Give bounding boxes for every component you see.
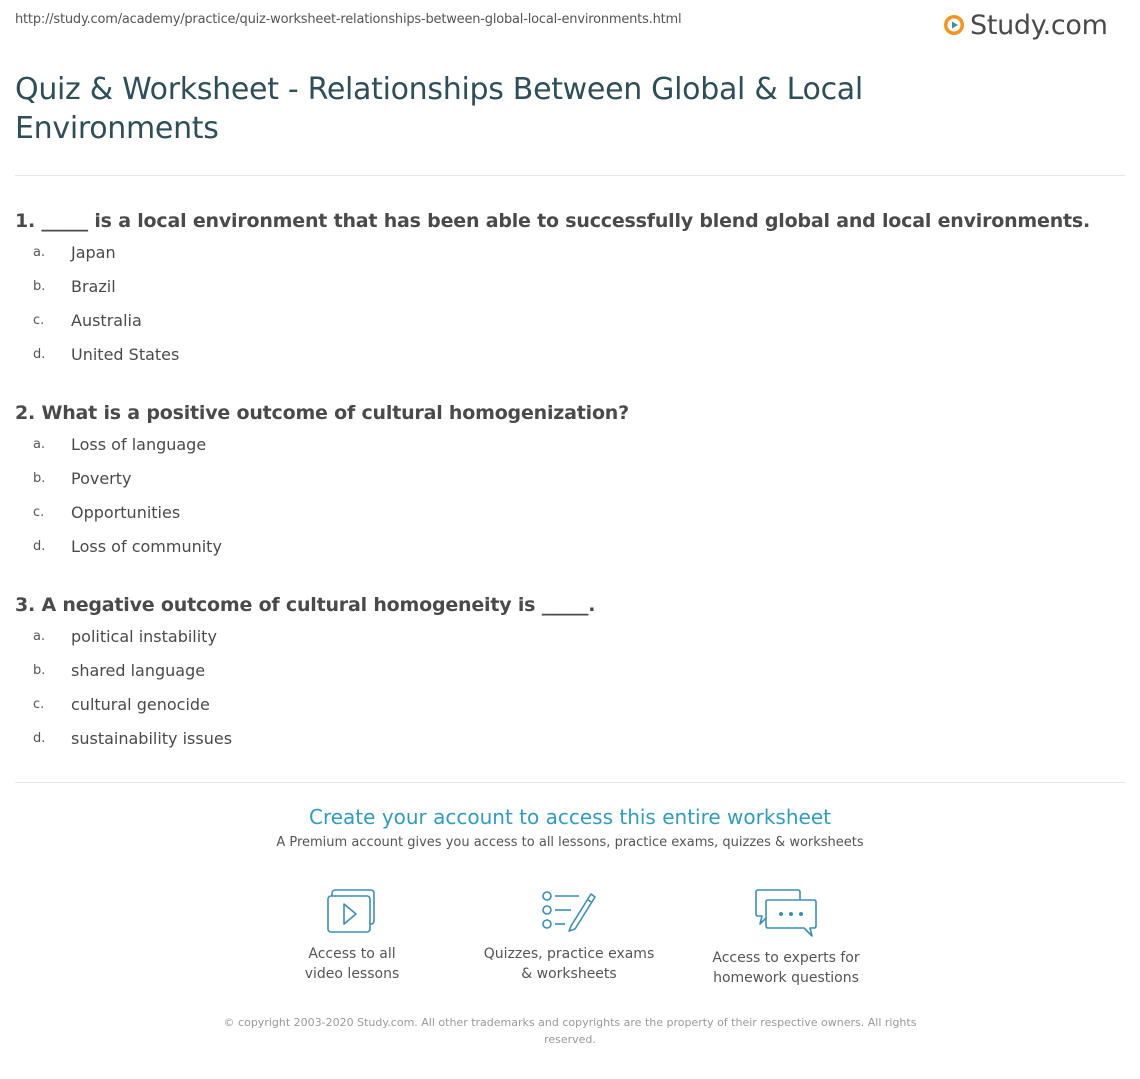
premium-cta bbox=[0, 802, 1140, 854]
answer-option bbox=[15, 654, 1125, 688]
answer-text: sustainability issues bbox=[71, 729, 233, 748]
answer-text: Loss of community bbox=[71, 537, 222, 556]
answer-option bbox=[15, 270, 1125, 304]
logo-text: Study.com bbox=[970, 9, 1108, 41]
cta-subheading: A Premium account gives you access to all lessons, practice exams, quizzes & worksheets bbox=[276, 835, 864, 850]
answer-option bbox=[15, 496, 1125, 530]
question-text: 3. A negative outcome of cultural homogeneity is _____. bbox=[15, 594, 596, 616]
feature-quizzes bbox=[459, 888, 679, 984]
answer-letter: c. bbox=[33, 313, 45, 328]
answer-letter: b. bbox=[33, 471, 46, 486]
answer-option bbox=[15, 462, 1125, 496]
answer-option bbox=[15, 428, 1125, 462]
answer-letter: c. bbox=[33, 505, 45, 520]
feature-label: Access to all video lessons bbox=[304, 946, 400, 982]
question-2 bbox=[15, 398, 1125, 564]
answer-option bbox=[15, 722, 1125, 756]
answer-letter: a. bbox=[33, 437, 46, 452]
answer-option bbox=[15, 620, 1125, 654]
answer-option bbox=[15, 338, 1125, 372]
answer-letter: b. bbox=[33, 279, 46, 294]
page-title: Quiz & Worksheet - Relationships Between Global & Local Environments bbox=[15, 72, 863, 146]
quiz-checklist-icon bbox=[541, 888, 597, 934]
answer-option bbox=[15, 688, 1125, 722]
question-text: 1. _____ is a local environment that has been able to successfully blend global and local environments. bbox=[15, 210, 1091, 232]
answer-letter: b. bbox=[33, 663, 46, 678]
answer-text: political instability bbox=[71, 627, 217, 646]
answer-text: Opportunities bbox=[71, 503, 181, 522]
create-account-link[interactable]: Create your account to access this entire worksheet bbox=[309, 805, 831, 829]
feature-video-lessons bbox=[242, 888, 462, 984]
answer-letter: d. bbox=[33, 731, 46, 746]
answer-text: Australia bbox=[71, 311, 142, 330]
divider bbox=[15, 175, 1125, 176]
divider bbox=[15, 782, 1125, 783]
question-text: 2. What is a positive outcome of cultural homogenization? bbox=[15, 402, 629, 424]
study-logo[interactable] bbox=[943, 6, 1108, 44]
play-circle-icon bbox=[943, 14, 965, 36]
answer-option bbox=[15, 304, 1125, 338]
answer-letter: d. bbox=[33, 347, 46, 362]
feature-label: Access to experts for homework questions bbox=[712, 950, 860, 986]
answer-text: Brazil bbox=[71, 277, 116, 296]
answer-text: Loss of language bbox=[71, 435, 207, 454]
answer-text: shared language bbox=[71, 661, 206, 680]
question-3 bbox=[15, 590, 1125, 756]
answer-option bbox=[15, 236, 1125, 270]
copyright-footer: © copyright 2003-2020 Study.com. All other trademarks and copyrights are the property of their respective owners. All rights reserved. bbox=[223, 1016, 917, 1046]
answer-option bbox=[15, 530, 1125, 564]
answer-letter: d. bbox=[33, 539, 46, 554]
question-1 bbox=[15, 206, 1125, 372]
video-lessons-icon bbox=[326, 888, 378, 934]
feature-experts bbox=[676, 888, 896, 988]
feature-label: Quizzes, practice exams & worksheets bbox=[483, 946, 655, 982]
page-url: http://study.com/academy/practice/quiz-worksheet-relationships-between-global-local-environments.html bbox=[15, 12, 682, 27]
answer-letter: a. bbox=[33, 245, 46, 260]
answer-text: Japan bbox=[71, 243, 116, 262]
chat-bubbles-icon bbox=[754, 888, 818, 938]
answer-text: cultural genocide bbox=[71, 695, 210, 714]
answer-text: United States bbox=[71, 345, 180, 364]
answer-letter: c. bbox=[33, 697, 45, 712]
answer-text: Poverty bbox=[71, 469, 132, 488]
answer-letter: a. bbox=[33, 629, 46, 644]
